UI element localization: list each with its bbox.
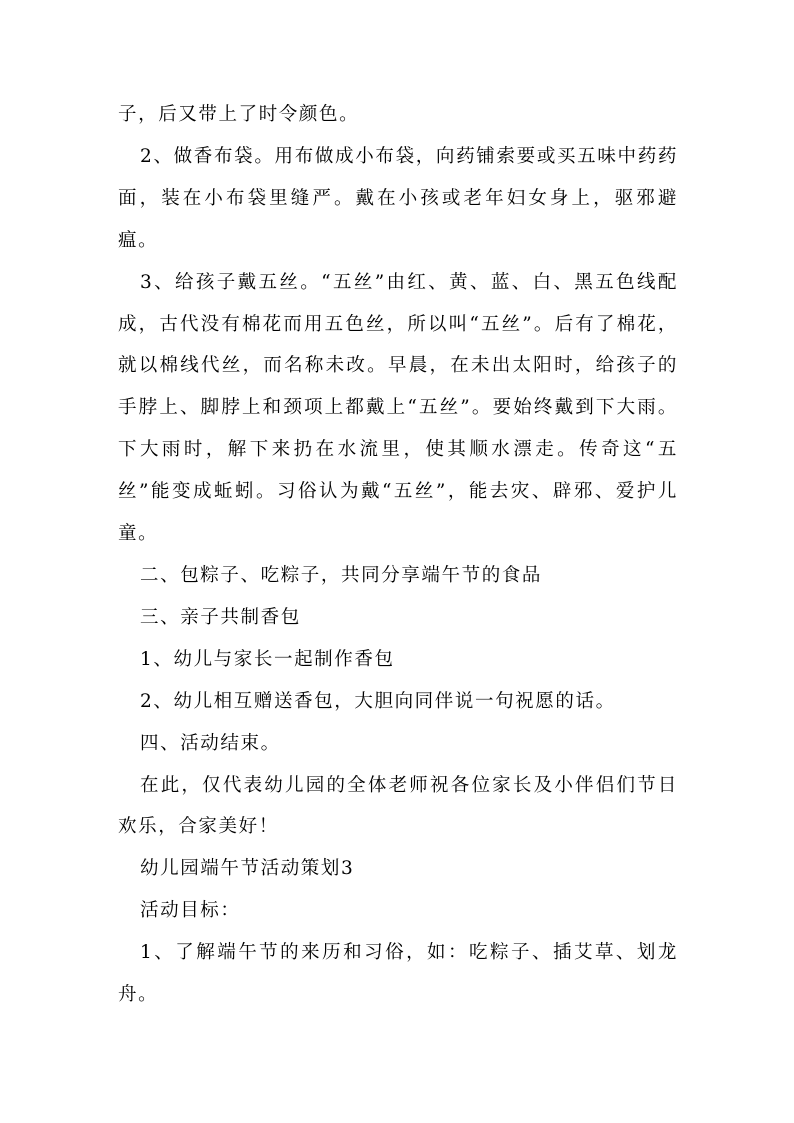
document-body: [118, 94, 678, 1016]
plan-title: 幼儿园端午节活动策划3: [140, 858, 355, 880]
objectives-heading: 活动目标：: [140, 900, 241, 922]
list-item-objective-1: 1、了解端午节的来历和习俗，如：吃粽子、插艾草、划龙舟。: [118, 942, 678, 1006]
section-heading-zongzi: 二、包粽子、吃粽子，共同分享端午节的食品: [140, 564, 543, 586]
paragraph-continuation: 子，后又带上了时令颜色。: [118, 104, 360, 125]
paragraph-five-silks: 3、给孩子戴五丝。“五丝”由红、黄、蓝、白、黑五色线配成，古代没有棉花而用五色丝，所以叫“五丝”。后有了棉花，就以棉线代丝，而名称未改。早晨，在未出太阳时，给孩子的手脖上、脚脖上和颈项上都戴上“五丝”。要始终戴到下大雨。下大雨时，解下来扔在水流里，使其顺水漂走。传奇这“五丝”能变成蚯蚓。习俗认为戴“五丝”，能去灾、辟邪、爱护儿童。: [118, 271, 678, 545]
paragraph-fragrant-cloth-bag: 2、做香布袋。用布做成小布袋，向药铺索要或买五味中药药面，装在小布袋里缝严。戴在小孩或老年妇女身上，驱邪避瘟。: [118, 145, 678, 251]
paragraph-greeting: 在此，仅代表幼儿园的全体老师祝各位家长及小伴侣们节日欢乐，合家美好！: [118, 774, 678, 838]
section-heading-sachet: 三、亲子共制香包: [140, 606, 301, 628]
list-item-make-sachet: 1、幼儿与家长一起制作香包: [140, 648, 395, 670]
section-heading-end: 四、活动结束。: [140, 732, 281, 754]
list-item-exchange-sachet: 2、幼儿相互赠送香包，大胆向同伴说一句祝愿的话。: [140, 690, 616, 712]
